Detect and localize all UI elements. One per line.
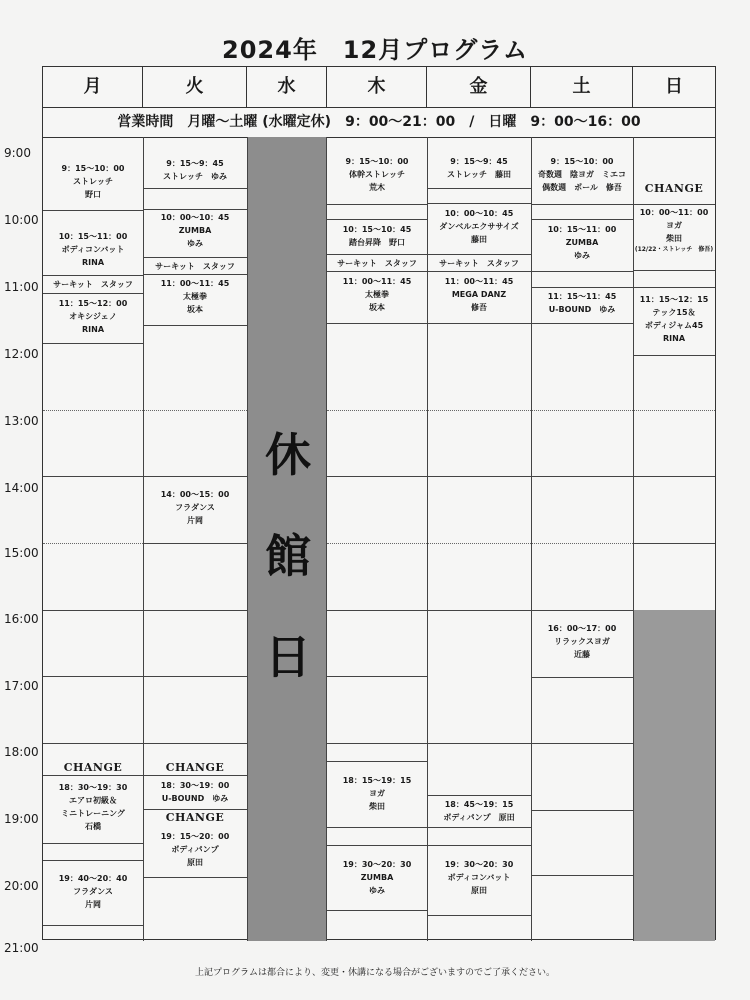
closed-char: 日: [265, 630, 311, 684]
tue-program-5: 14：00～15：00 フラダンス 片岡: [160, 490, 230, 525]
change-label: CHANGE: [165, 761, 225, 774]
day-sun: 日: [665, 76, 683, 97]
fri-program-4: 11：00～11：45 MEGA DANZ 修吾: [444, 277, 514, 312]
day-fri: 金: [427, 67, 531, 107]
sunday-closed-block: [634, 610, 715, 941]
thu-program-2: 10：15～10：45 踏台昇降 野口: [342, 225, 412, 247]
mon-program-2: 10：15～11：00 ボディコンバット RINA: [58, 232, 128, 267]
sat-program-1: 9：15～10：00 奇数週 陰ヨガ ミエコ 偶数週 ポール 修吾: [538, 157, 626, 192]
time-label: 14:00: [4, 481, 39, 495]
time-label: 20:00: [4, 879, 39, 893]
closed-day-column: [247, 137, 327, 941]
tue-program-4: 11：00～11：45 太極拳 坂本: [160, 279, 230, 314]
time-label: 13:00: [4, 414, 39, 428]
sun-program-2: 11：15～12：15 テック15＆ ボディジャム45 RINA: [639, 295, 709, 343]
closed-char: 館: [265, 529, 311, 583]
schedule-grid: [42, 66, 716, 940]
fri-program-3: サーキット スタッフ: [439, 259, 519, 268]
mon-program-5: 18：30～19：30 エアロ初級＆ ミニトレーニング 石橋: [58, 783, 128, 831]
sun-program-1: 10：00～11：00 ヨガ 柴田 (12/22・ストレッチ 修吾): [634, 208, 714, 253]
time-label: 16:00: [4, 612, 39, 626]
time-label: 9:00: [4, 146, 31, 160]
closed-char: 休: [265, 428, 311, 482]
fri-program-6: 19：30～20：30 ボディコンバット 原田: [444, 860, 514, 895]
change-label: CHANGE: [644, 182, 704, 195]
page-title: 2024年 12月プログラム: [222, 36, 528, 64]
sat-program-3: 11：15～11：45 U-BOUND ゆみ: [547, 292, 617, 314]
mon-program-4: 11：15～12：00 オキシジェノ RINA: [58, 299, 128, 334]
change-label: CHANGE: [165, 811, 225, 824]
day-mon: 月: [43, 67, 143, 107]
thu-program-4: 11：00～11：45 太極拳 坂本: [342, 277, 412, 312]
business-hours: 営業時間 月曜～土曜 (水曜定休) 9：00～21：00 / 日曜 9：00～16：00: [43, 107, 715, 138]
day-sat: 土: [531, 67, 633, 107]
time-label: 11:00: [4, 280, 39, 294]
mon-program-6: 19：40～20：40 フラダンス 片岡: [58, 874, 128, 909]
fri-program-2: 10：00～10：45 ダンベルエクササイズ 藤田: [439, 209, 519, 244]
tue-program-6: 18：30～19：00 U-BOUND ゆみ: [160, 781, 230, 803]
thu-program-1: 9：15～10：00 体幹ストレッチ 荒木: [345, 157, 409, 192]
fri-program-5: 18：45～19：15 ボディパンプ 原田: [443, 800, 515, 822]
day-thu: 木: [327, 67, 427, 107]
fri-program-1: 9：15～9：45 ストレッチ 藤田: [447, 157, 511, 179]
thu-program-6: 19：30～20：30 ZUMBA ゆみ: [342, 860, 412, 895]
day-tue: 火: [143, 67, 247, 107]
mon-program-1: 9：15～10：00 ストレッチ 野口: [61, 164, 125, 199]
time-label: 21:00: [4, 941, 39, 955]
thu-program-3: サーキット スタッフ: [337, 259, 417, 268]
change-label: CHANGE: [63, 761, 123, 774]
time-label: 17:00: [4, 679, 39, 693]
footer-note: 上記プログラムは都合により、変更・休講になる場合がございますのでご了承ください。: [195, 968, 555, 978]
sat-program-2: 10：15～11：00 ZUMBA ゆみ: [547, 225, 617, 260]
day-wed: 水: [247, 67, 327, 107]
tue-program-3: サーキット スタッフ: [155, 262, 235, 271]
tue-program-2: 10：00～10：45 ZUMBA ゆみ: [160, 213, 230, 248]
thu-program-5: 18：15～19：15 ヨガ 柴田: [342, 776, 412, 811]
tue-program-1: 9：15～9：45 ストレッチ ゆみ: [163, 159, 227, 181]
time-label: 10:00: [4, 213, 39, 227]
mon-program-3: サーキット スタッフ: [53, 280, 133, 289]
sat-program-4: 16：00～17：00 リラックスヨガ 近藤: [547, 624, 617, 659]
time-label: 12:00: [4, 347, 39, 361]
time-label: 19:00: [4, 812, 39, 826]
time-label: 18:00: [4, 745, 39, 759]
time-label: 15:00: [4, 546, 39, 560]
day-header-row: [43, 67, 715, 108]
tue-program-7: 19：15～20：00 ボディパンプ 原田: [160, 832, 230, 867]
